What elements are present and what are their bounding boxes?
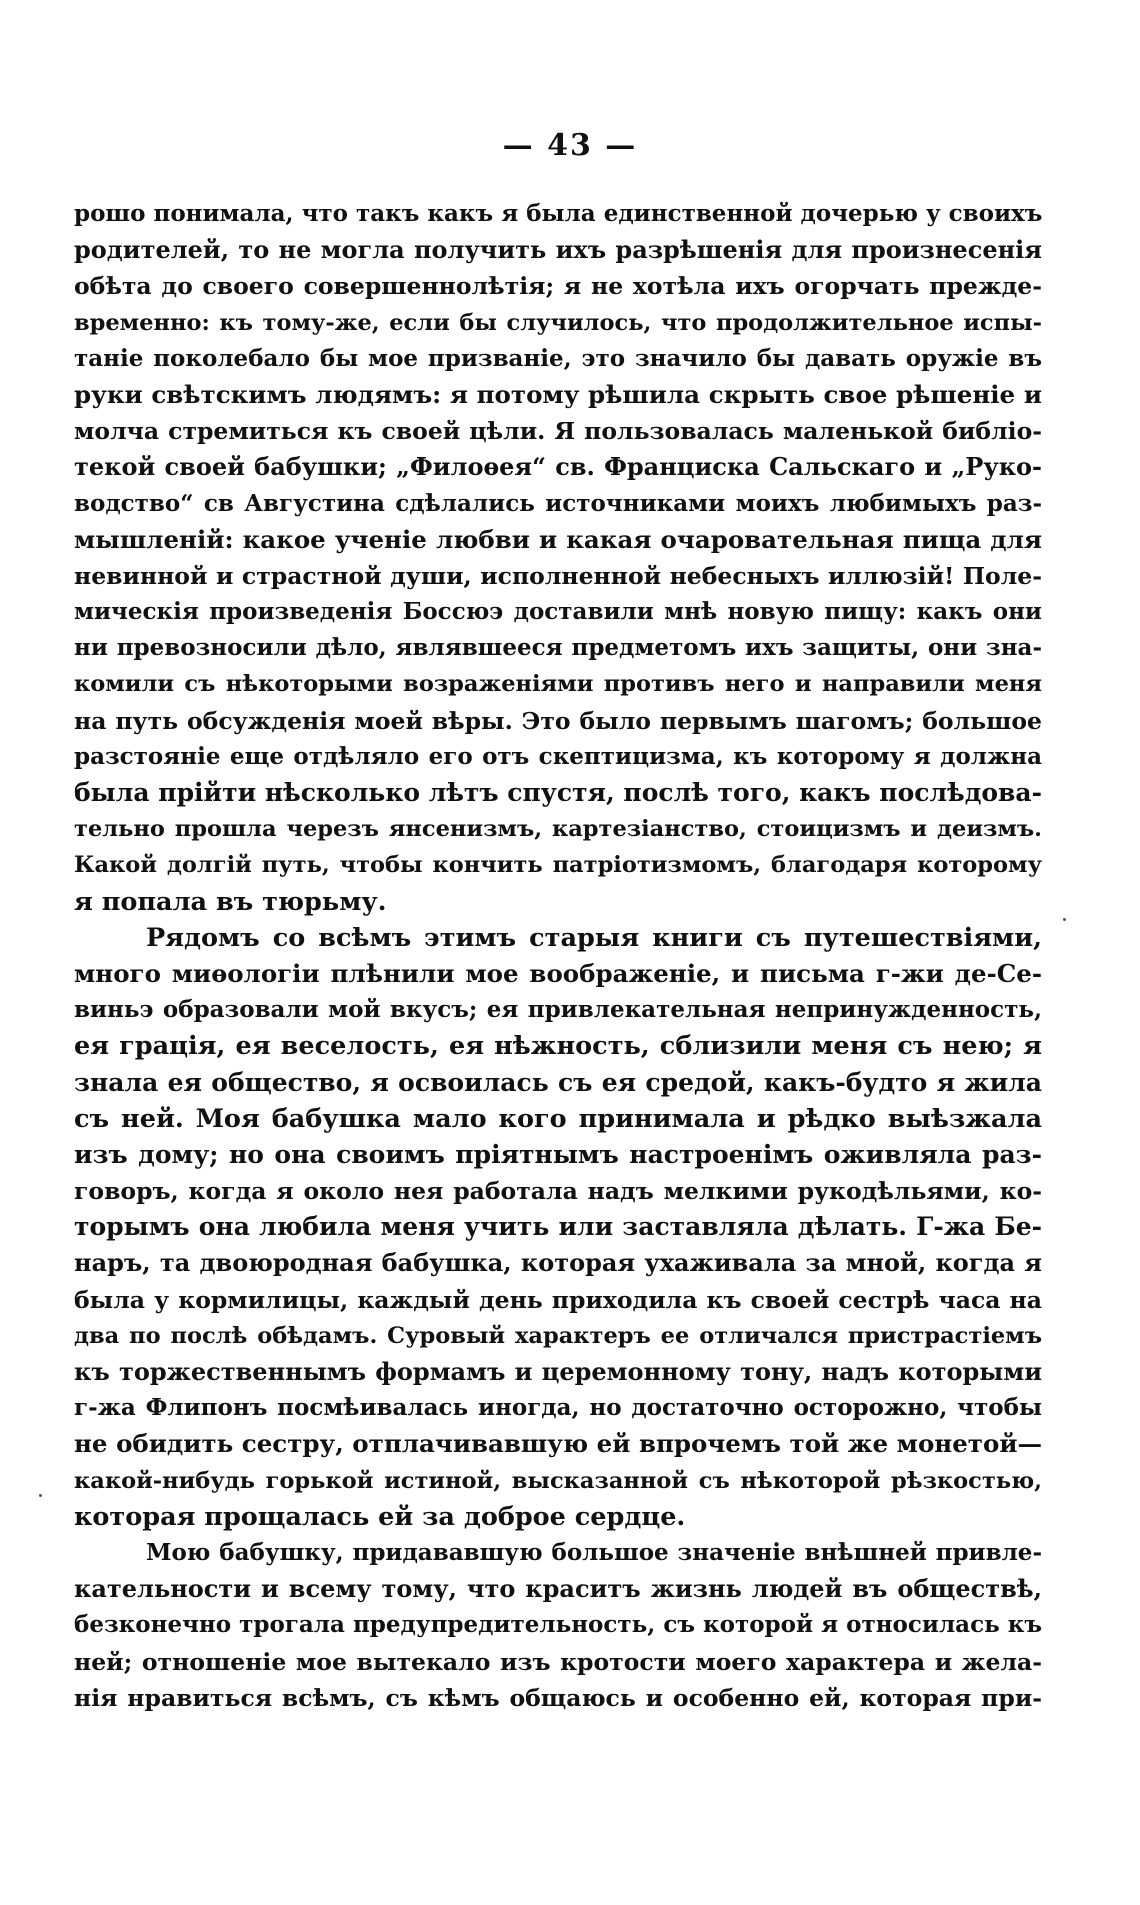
text-line: родителей, то не могла получить ихъ разрѣшенія для произнесенія (74, 235, 1042, 265)
text-line: изъ дому; но она своимъ пріятнымъ настроенімъ оживляла раз- (74, 1139, 1042, 1169)
text-line: безконечно трогала предупредительность, съ которой я относилась къ (74, 1611, 1042, 1639)
text-line: торымъ она любила меня учить или заставляла дѣлать. Г-жа Бе- (74, 1212, 1042, 1242)
text-line: разстояніе еще отдѣляло его отъ скептицизма, къ которому я должна (74, 742, 1042, 770)
text-line: невинной и страстной души, исполненной небесныхъ иллюзій! Поле- (74, 561, 1042, 590)
paragraph-start-line: Рядомъ со всѣмъ этимъ старыя книги съ путешествіями, (146, 922, 1042, 953)
text-line: виньэ образовали мой вкусъ; ея привлекательная непринужденность, (74, 996, 1042, 1024)
text-line: мышленій: какое ученіе любви и какая очаровательная пища для (74, 524, 1042, 554)
text-line: на путь обсужденія моей вѣры. Это было первымъ шагомъ; большое (74, 706, 1042, 735)
text-line: два по послѣ обѣдамъ. Суровый характеръ ее отличался пристрастіемъ (74, 1322, 1042, 1349)
text-line: временно: къ тому-же, если бы случилось, что продолжительное испы- (74, 309, 1042, 336)
text-line: говоръ, когда я около нея работала надъ мелкими рукодѣльями, ко- (74, 1177, 1042, 1206)
paragraph-start-line: Мою бабушку, придававшую большое значеніе внѣшней привле- (146, 1538, 1042, 1566)
text-line: руки свѣтскимъ людямъ: я потому рѣшила скрыть свое рѣшеніе и (74, 379, 1042, 409)
text-line: съ ней. Моя бабушка мало кого принимала и рѣдко выѣзжала (74, 1103, 1042, 1134)
text-line: не обидить сестру, отплачивавшую ей впрочемъ той же монетой— (74, 1429, 1042, 1459)
scan-speck (1063, 918, 1066, 921)
text-line: таніе поколебало бы мое призваніе, это значило бы давать оружіе въ (74, 344, 1042, 372)
text-line: нія нравиться всѣмъ, съ кѣмъ общаюсь и особенно ей, которая при- (74, 1683, 1042, 1712)
text-line: кательности и всему тому, что краситъ жизнь людей въ обществѣ, (74, 1574, 1042, 1604)
text-line: была у кормилицы, каждый день приходила къ своей сестрѣ часа на (74, 1285, 1042, 1314)
text-line: рошо понимала, что такъ какъ я была единственной дочерью у своихъ (74, 200, 1042, 227)
text-line: молча стремиться къ своей цѣли. Я пользовалась маленькой библіо- (74, 417, 1042, 446)
text-line: текой своей бабушки; „Филоѳея“ св. Франциска Сальскаго и „Руко- (74, 452, 1042, 482)
text-line: обѣта до своего совершеннолѣтія; я не хотѣла ихъ огорчать прежде- (74, 272, 1042, 301)
text-line: мическія произведенія Боссюэ доставили мнѣ новую пищу: какъ они (74, 598, 1042, 626)
body-text (74, 196, 1042, 1716)
paragraph-end-line: которая прощалась ей за доброе сердце. (74, 1501, 686, 1532)
text-line: водство“ св Августина сдѣлались источниками моихъ любимыхъ раз- (74, 489, 1042, 517)
page-number: — 43 — (502, 128, 638, 163)
paragraph-end-line: я попала въ тюрьму. (74, 886, 387, 917)
text-line: ней; отношеніе мое вытекало изъ кротости моего характера и жела- (74, 1647, 1042, 1676)
text-line: ея грація, ея веселость, ея нѣжность, сблизили меня съ нею; я (74, 1031, 1042, 1062)
text-line: много миѳологіи плѣнили мое воображеніе, и письма г-жи де-Се- (74, 958, 1042, 988)
text-line: ни превозносили дѣло, являвшееся предметомъ ихъ защиты, они зна- (74, 634, 1042, 662)
text-line: какой-нибудь горькой истиной, высказанной съ нѣкоторой рѣзкостью, (74, 1467, 1042, 1494)
text-line: тельно прошла черезъ янсенизмъ, картезіанство, стоицизмъ и деизмъ. (74, 816, 1042, 843)
text-line: комили съ нѣкоторыми возраженіями противъ него и направили меня (74, 671, 1042, 698)
text-line: г-жа Флипонъ посмѣивалась иногда, но достаточно осторожно, чтобы (74, 1394, 1042, 1422)
text-line: наръ, та двоюродная бабушка, которая ухаживала за мной, когда я (74, 1248, 1042, 1278)
scan-speck (39, 1494, 42, 1497)
text-line: къ торжественнымъ формамъ и церемонному тону, надъ которыми (74, 1357, 1042, 1386)
text-line: знала ея общество, я освоилась съ ея средой, какъ-будто я жила (74, 1067, 1042, 1097)
text-line: была прійти нѣсколько лѣтъ спустя, послѣ того, какъ послѣдова- (74, 778, 1042, 807)
text-line: Какой долгій путь, чтобы кончить патріотизмомъ, благодаря которому (74, 852, 1042, 879)
